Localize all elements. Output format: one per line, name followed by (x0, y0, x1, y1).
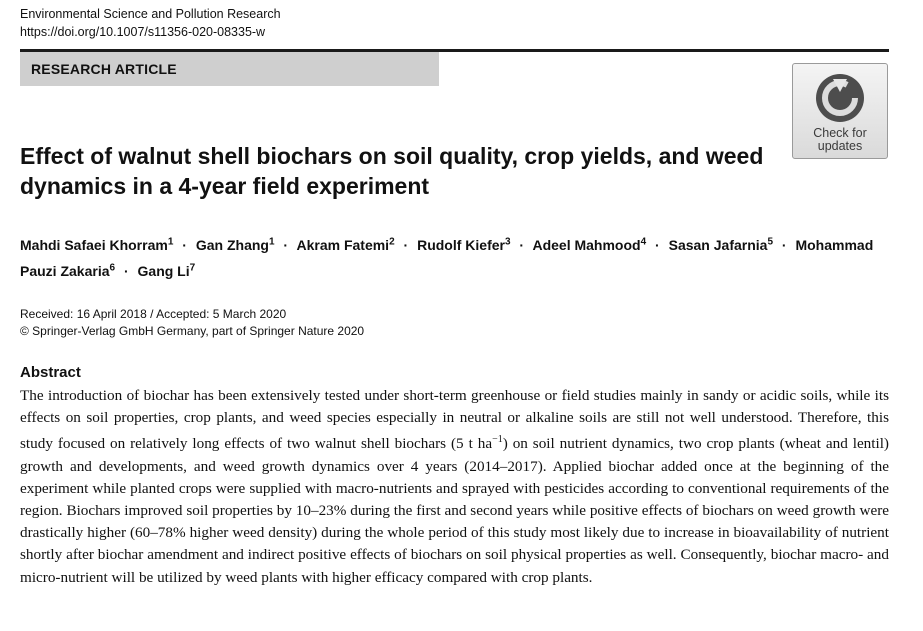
author-name: Mahdi Safaei Khorram (20, 236, 168, 253)
author[interactable] (669, 237, 773, 253)
author-name: Mohammad Pauzi Zakaria (20, 236, 874, 280)
author[interactable] (417, 237, 510, 253)
copyright-notice: © Springer-Verlag GmbH Germany, part of Springer Nature 2020 (20, 324, 365, 338)
abstract-superscript: −1 (492, 434, 503, 446)
author-name: Gang Li (137, 263, 190, 280)
article-type-label: RESEARCH ARTICLE (31, 61, 177, 77)
author[interactable] (196, 237, 275, 253)
author[interactable] (138, 263, 196, 279)
author-affiliation: 3 (504, 236, 511, 247)
author[interactable] (20, 237, 173, 253)
author-affiliation: 2 (389, 236, 395, 247)
author-name: Adeel Mahmood (532, 236, 641, 253)
author-affiliation: 7 (189, 262, 196, 274)
author-separator: · (655, 236, 660, 253)
author-affiliation: 1 (167, 236, 174, 247)
check-for-updates-line2: updates (817, 139, 863, 153)
author-name: Rudolf Kiefer (417, 236, 505, 253)
received-accepted-dates: Received: 16 April 2018 / Accepted: 5 March 2020 (20, 307, 287, 321)
doi-link[interactable]: https://doi.org/10.1007/s11356-020-08335-w (20, 25, 266, 39)
author-separator: · (123, 263, 129, 280)
abstract-heading: Abstract (20, 364, 81, 381)
check-for-updates-icon (813, 71, 867, 125)
author-separator: · (283, 236, 289, 253)
journal-name: Environmental Science and Pollution Research (20, 7, 281, 21)
author-affiliation: 5 (767, 236, 774, 247)
author-affiliation: 4 (640, 236, 647, 247)
article-title: Effect of walnut shell biochars on soil quality, crop yields, and weed dynamics in a 4-year field experiment (20, 143, 764, 199)
check-for-updates-line1: Check for (813, 126, 867, 140)
author-name: Gan Zhang (195, 236, 269, 253)
abstract-text-part1: The introduction of biochar has been extensively tested under short-term greenhouse or field studies mainly in sandy or acidic soils, while its effects on soil properties, crop plants, and weed species especially in neutral or alkaline soils are still not well understood. Therefore, this study focused on relatively long effects of two walnut shell biochars (5 t ha (20, 387, 889, 453)
author-separator: · (403, 236, 409, 253)
author[interactable] (296, 237, 394, 253)
author-name: Akram Fatemi (296, 236, 390, 253)
author-affiliation: 1 (268, 236, 275, 247)
article-type-band (20, 52, 439, 86)
author-affiliation: 6 (109, 262, 116, 274)
author-name: Sasan Jafarnia (668, 236, 768, 253)
abstract-text (20, 385, 889, 589)
abstract-text-part2: ) on soil nutrient dynamics, two crop plants (wheat and lentil) growth and developments, and weed growth dynamics over 4 years (2014–2017). Applied biochar added once at the beginning of the experiment while planted crops were supplied with macro-nutrients and sprayed with pesticides according to conventional requirements of the region. Biochars improved soil properties by 10–23% during the first and second years while positive effects of biochars on weed growth were drastically higher (60–78% higher weed density) during the whole period of this study most likely due to increase in bioavailability of nutrient shortly after biochar amendment and indirect positive effects of biochars on soil physical properties as well. Consequently, biochar macro- and micro-nutrient will be utilized by weed plants with higher efficacy compared with crop plants. (20, 435, 889, 586)
author-separator: · (781, 236, 787, 253)
author-list (20, 230, 900, 283)
author[interactable] (532, 237, 646, 253)
author-separator: · (519, 236, 525, 253)
author-separator: · (182, 236, 187, 253)
check-for-updates-button[interactable] (792, 63, 888, 159)
